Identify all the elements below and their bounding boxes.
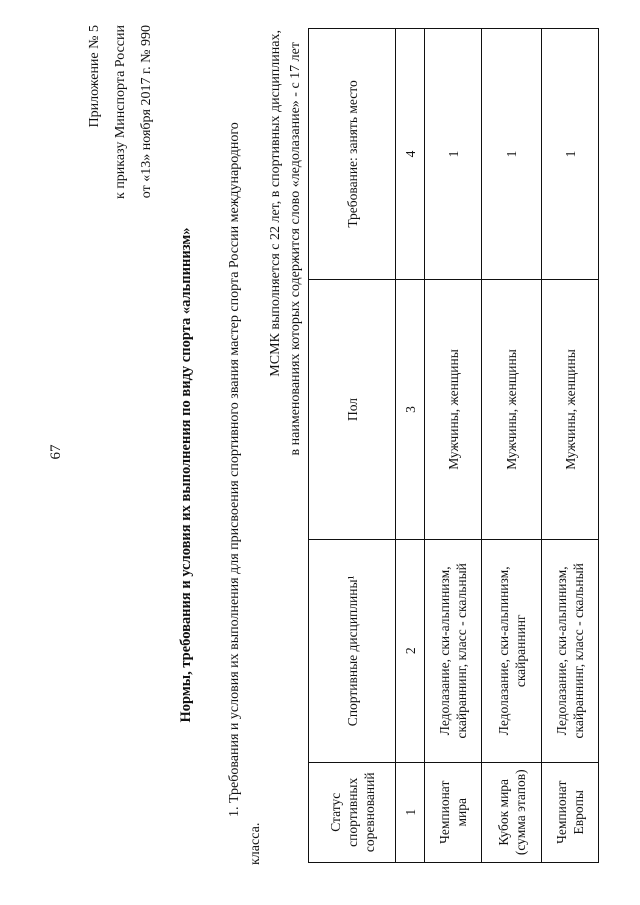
appendix-order-line: к приказу Минспорта России xyxy=(113,25,128,199)
cell-status: Чемпионат Европы xyxy=(542,762,599,862)
table-row xyxy=(542,29,599,863)
norms-table xyxy=(308,28,599,863)
table-row xyxy=(425,29,482,863)
section-heading-line-1: 1. Требования и условия их выполнения для присвоения спортивного звания мастер спорта России международного xyxy=(227,122,242,817)
cell-gender: Мужчины, женщины xyxy=(425,279,482,539)
table-column-numbers-row xyxy=(396,29,425,863)
column-number: 4 xyxy=(396,29,425,280)
appendix-block xyxy=(82,25,160,345)
msmk-note xyxy=(266,30,306,605)
header-status: Статус спортивных соревнований xyxy=(309,762,396,862)
cell-place: 1 xyxy=(482,29,542,280)
column-number: 3 xyxy=(396,279,425,539)
header-gender: Пол xyxy=(309,279,396,539)
table-header-row xyxy=(309,29,396,863)
appendix-date-line: от «13» ноября 2017 г. № 990 xyxy=(139,25,154,199)
msmk-note-line-1: МСМК выполняется с 22 лет, в спортивных дисциплинах, xyxy=(268,30,283,377)
page-number: 67 xyxy=(48,444,64,460)
header-disciplines: Спортивные дисциплины¹ xyxy=(309,540,396,763)
cell-place: 1 xyxy=(425,29,482,280)
cell-status: Кубок мира (сумма этапов) xyxy=(482,762,542,862)
cell-disciplines: Ледолазание, ски-альпинизм, скайраннинг, класс - скальный xyxy=(542,540,599,763)
cell-gender: Мужчины, женщины xyxy=(542,279,599,539)
msmk-note-line-2: в наименованиях которых содержится слово «ледолазание» - с 17 лет xyxy=(288,42,303,456)
appendix-title: Приложение № 5 xyxy=(87,25,102,128)
table-row xyxy=(482,29,542,863)
cell-status: Чемпионат мира xyxy=(425,762,482,862)
section-heading xyxy=(224,35,266,865)
section-heading-line-2: класса. xyxy=(248,822,263,865)
cell-disciplines: Ледолазание, ски-альпинизм, скайраннинг xyxy=(482,540,542,763)
cell-place: 1 xyxy=(542,29,599,280)
cell-gender: Мужчины, женщины xyxy=(482,279,542,539)
column-number: 2 xyxy=(396,540,425,763)
document-title: Нормы, требования и условия их выполнения по виду спорта «альпинизм» xyxy=(178,227,194,723)
column-number: 1 xyxy=(396,762,425,862)
header-place: Требование: занять место xyxy=(309,29,396,280)
cell-disciplines: Ледолазание, ски-альпинизм, скайраннинг, класс - скальный xyxy=(425,540,482,763)
